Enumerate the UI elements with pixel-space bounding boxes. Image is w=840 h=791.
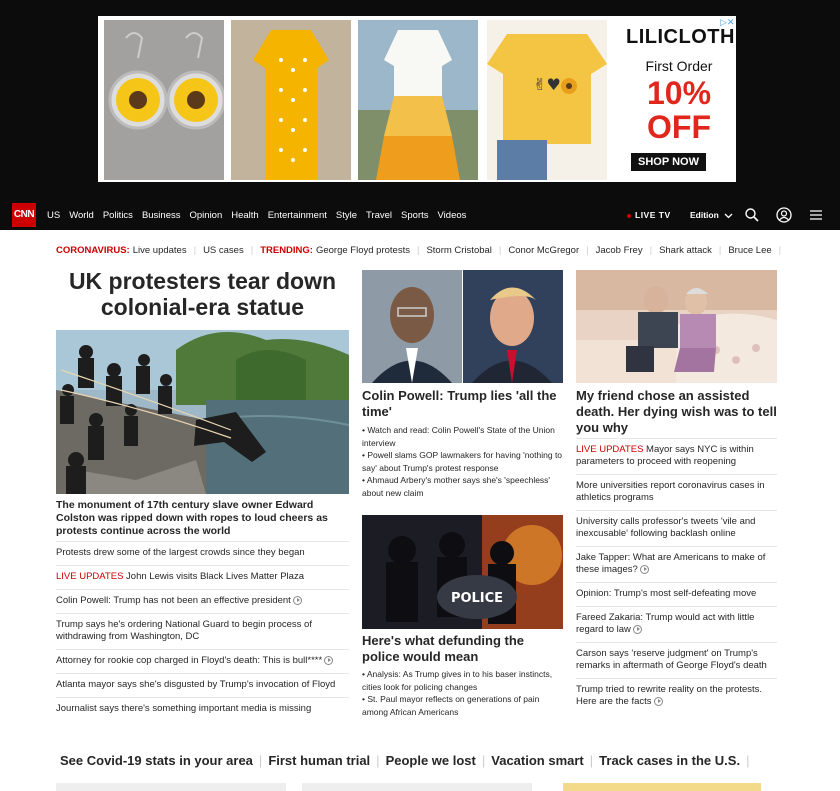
story-headline[interactable]: Colin Powell: Trump lies 'all the time': [362, 388, 557, 419]
list-item-text: Carson says 'reserve judgment' on Trump's remarks in aftermath of George Floyd's death: [576, 648, 767, 671]
nav-links: [47, 200, 475, 230]
account-icon[interactable]: [776, 207, 792, 223]
trending-link[interactable]: Bruce Lee: [728, 244, 772, 256]
list-item[interactable]: [576, 642, 777, 678]
list-item[interactable]: [56, 649, 349, 673]
ad-discount-percent: 10%: [646, 75, 712, 111]
list-item[interactable]: [576, 582, 777, 606]
top-ad-band: [0, 0, 840, 200]
live-updates-label: LIVE UPDATES: [56, 571, 124, 582]
bullet-link[interactable]: • Watch and read: Colin Powell's State of the Union interview: [362, 425, 555, 448]
bullet-link[interactable]: • Analysis: As Trump gives in to his baser instincts, cities look for policing changes: [362, 669, 553, 692]
svg-text:✌♥: ✌♥: [533, 75, 561, 94]
live-tv-label: LIVE TV: [635, 210, 671, 220]
separator: |: [481, 752, 486, 768]
separator: |: [746, 752, 750, 768]
right-story-column: [576, 270, 777, 707]
live-updates-label: LIVE UPDATES: [576, 444, 644, 455]
list-item[interactable]: [56, 541, 349, 565]
middle-story-column: [362, 270, 563, 717]
separator: |: [718, 244, 722, 256]
list-item[interactable]: [576, 546, 777, 582]
list-item[interactable]: [576, 438, 777, 474]
ad-image-sunflower-earrings[interactable]: [104, 20, 224, 180]
lead-related-list: [56, 541, 349, 721]
separator: |: [649, 244, 653, 256]
edition-selector[interactable]: [690, 210, 733, 220]
story-headline[interactable]: My friend chose an assisted death. Her dying wish was to tell you why: [576, 388, 777, 435]
police-shield-text: POLICE: [450, 591, 504, 606]
trending-link[interactable]: Jacob Frey: [595, 244, 643, 256]
bottom-card[interactable]: [56, 783, 286, 791]
powell-trump-image[interactable]: [362, 270, 563, 383]
lead-story-image[interactable]: [56, 330, 349, 494]
nav-link-travel[interactable]: Travel: [366, 209, 393, 221]
list-item-text: Trump says he's ordering National Guard to begin process of withdrawing from Washington, DC: [56, 619, 312, 642]
separator: |: [586, 244, 589, 256]
list-item-text: Protests drew some of the largest crowds since they began: [56, 547, 305, 558]
separator: |: [778, 244, 782, 256]
list-item-text: Atlanta mayor says she's disgusted by Trump's invocation of Floyd: [56, 679, 336, 690]
nav-link-style[interactable]: Style: [335, 209, 357, 221]
bullet-link[interactable]: • Ahmaud Arbery's mother says she's 'speechless' about new claim: [362, 475, 551, 498]
nav-link-videos[interactable]: Videos: [437, 209, 467, 221]
video-play-icon: [324, 656, 333, 665]
separator: |: [250, 244, 254, 256]
bottom-ad-card[interactable]: [563, 783, 761, 791]
trending-bar: [56, 243, 788, 257]
bullet-link[interactable]: • Powell slams GOP lawmakers for having 'nothing to say' about Trump's protest response: [362, 450, 563, 473]
list-item[interactable]: [576, 474, 777, 510]
cnn-logo[interactable]: CNN: [12, 203, 36, 227]
story-bullets: [362, 424, 563, 499]
list-item[interactable]: [56, 697, 349, 721]
nav-link-health[interactable]: Health: [231, 209, 259, 221]
separator: |: [416, 244, 420, 256]
topic-links-bar: [60, 751, 755, 769]
topic-link[interactable]: Vacation smart: [491, 752, 584, 768]
story-headline[interactable]: Here's what defunding the police would mean: [362, 633, 524, 664]
topic-link[interactable]: Track cases in the U.S.: [599, 752, 741, 768]
list-item[interactable]: [56, 589, 349, 613]
list-item[interactable]: [56, 565, 349, 589]
separator: |: [498, 244, 502, 256]
search-icon[interactable]: [744, 207, 760, 223]
video-play-icon: [640, 565, 649, 574]
trending-link[interactable]: George Floyd protests: [315, 244, 410, 256]
ad-brand: LILICLOTH: [626, 26, 735, 48]
video-play-icon: [293, 596, 302, 605]
video-play-icon: [633, 625, 642, 634]
lead-story-caption[interactable]: The monument of 17th century slave owner Edward Colston was ripped down with ropes to loud cheers as protests continue across the world: [56, 499, 328, 537]
list-item[interactable]: [576, 606, 777, 642]
nav-link-politics[interactable]: Politics: [102, 209, 133, 221]
live-tv-link[interactable]: [627, 210, 671, 220]
list-item-text: Jake Tapper: What are Americans to make of these images?: [576, 552, 766, 575]
nav-link-us[interactable]: US: [47, 209, 61, 221]
bottom-card[interactable]: [302, 783, 532, 791]
list-item[interactable]: [56, 673, 349, 697]
topic-link[interactable]: People we lost: [385, 752, 476, 768]
ad-image-yellow-dress[interactable]: [231, 20, 351, 180]
second-story: [362, 633, 563, 718]
assisted-death-image[interactable]: [576, 270, 777, 383]
trending-label: TRENDING:: [260, 244, 313, 256]
bullet-link[interactable]: • St. Paul mayor reflects on generations of pain among African Americans: [362, 694, 540, 717]
separator: |: [258, 752, 263, 768]
topic-link[interactable]: First human trial: [268, 752, 371, 768]
list-item[interactable]: [576, 678, 777, 714]
topic-link[interactable]: See Covid-19 stats in your area: [60, 752, 253, 768]
list-item-text: Attorney for rookie cop charged in Floyd's death: This is bull****: [56, 655, 323, 666]
lead-story-column: [56, 268, 349, 714]
main-nav: [0, 200, 840, 230]
trending-link[interactable]: Conor McGregor: [508, 244, 580, 256]
nav-link-opinion[interactable]: Opinion: [189, 209, 223, 221]
list-item-text: Fareed Zakaria: Trump would act with little regard to law: [576, 612, 755, 635]
ad-image-sunflower-tee[interactable]: [487, 20, 607, 180]
separator: |: [193, 244, 197, 256]
adchoices-icon[interactable]: ▷✕: [720, 17, 735, 27]
menu-icon[interactable]: [808, 207, 824, 223]
nav-link-sports[interactable]: Sports: [401, 209, 429, 221]
list-item-text: Colin Powell: Trump has not been an effective president: [56, 595, 291, 606]
edition-label: Edition: [690, 210, 719, 220]
trending-link[interactable]: Shark attack: [659, 244, 712, 256]
lead-headline[interactable]: UK protesters tear down colonial-era statue: [68, 268, 337, 320]
trending-link[interactable]: US cases: [203, 244, 244, 256]
list-item[interactable]: [56, 613, 349, 649]
list-item-text: Opinion: Trump's most self-defeating move: [576, 588, 757, 599]
live-dot-icon: [627, 214, 631, 218]
list-item-text: Mayor says NYC is within parameters to proceed with reopening: [576, 444, 754, 467]
list-item-text: Trump tried to rewrite reality on the protests. Here are the facts: [576, 684, 763, 707]
list-item-text: University calls professor's tweets 'vile and inexcusable' following backlash online: [576, 516, 756, 539]
right-related-list: [576, 438, 777, 714]
video-play-icon: [654, 697, 663, 706]
ad-image-tiered-dress[interactable]: [358, 20, 478, 180]
list-item-text: More universities report coronavirus cases in athletics programs: [576, 480, 765, 503]
police-protest-image[interactable]: [362, 515, 563, 629]
separator: |: [376, 752, 380, 768]
list-item-text: John Lewis visits Black Lives Matter Plaza: [126, 571, 304, 582]
list-item-text: Journalist says there's something important media is missing: [56, 703, 312, 714]
trending-link[interactable]: Storm Cristobal: [426, 244, 492, 256]
ad-shop-now-button[interactable]: SHOP NOW: [631, 153, 706, 171]
list-item[interactable]: [576, 510, 777, 546]
coronavirus-label: CORONAVIRUS:: [56, 244, 130, 256]
nav-link-business[interactable]: Business: [141, 209, 181, 221]
nav-link-world[interactable]: World: [69, 209, 94, 221]
lilicloth-ad[interactable]: [98, 16, 736, 182]
chevron-down-icon: [724, 213, 733, 219]
ad-discount-off: OFF: [647, 109, 711, 145]
nav-link-entertainment[interactable]: Entertainment: [267, 209, 327, 221]
trending-link[interactable]: Live updates: [132, 244, 187, 256]
ad-offer-text: First Order: [645, 58, 713, 74]
story-bullets: [362, 668, 563, 718]
separator: |: [589, 752, 594, 768]
